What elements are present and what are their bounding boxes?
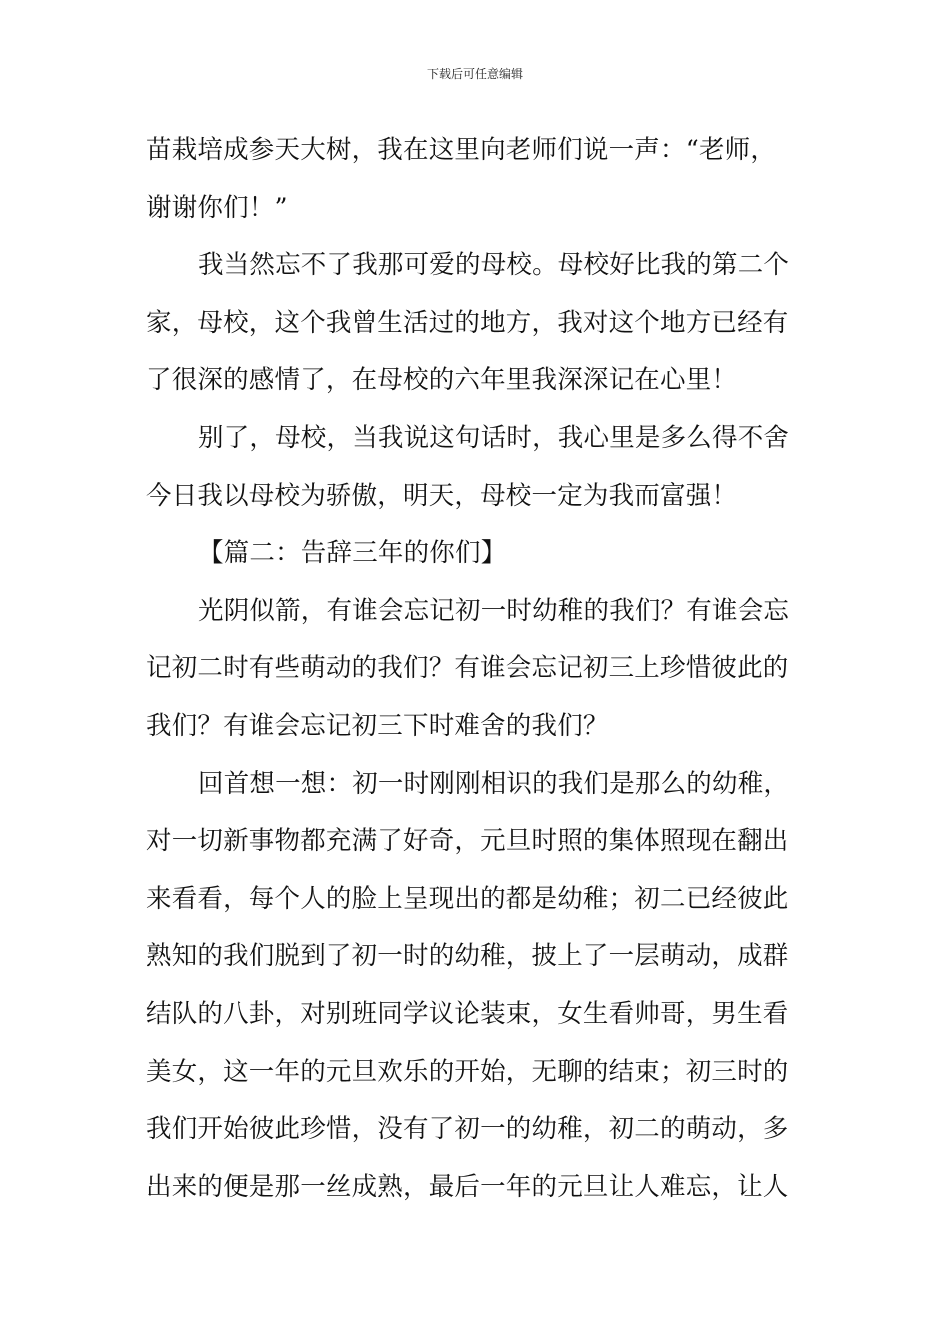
text-line-16: 结队的八卦，对别班同学议论装束，女生看帅哥，男生看	[146, 998, 789, 1029]
document-body	[146, 122, 810, 1216]
text-line-15: 熟知的我们脱到了初一时的幼稚，披上了一层萌动，成群	[146, 941, 789, 972]
text-line-10: 记初二时有些萌动的我们？有谁会忘记初三上珍惜彼此的	[146, 653, 789, 684]
text-line-11: 我们？有谁会忘记初三下时难舍的我们？	[146, 710, 609, 741]
text-line-5: 了很深的感情了，在母校的六年里我深深记在心里！	[146, 365, 738, 396]
text-line-12: 回首想一想：初一时刚刚相识的我们是那么的幼稚，	[198, 768, 790, 799]
text-line-9: 光阴似箭，有谁会忘记初一时幼稚的我们？有谁会忘	[198, 595, 790, 626]
text-line-3: 我当然忘不了我那可爱的母校。母校好比我的第二个	[198, 250, 790, 281]
text-line-13: 对一切新事物都充满了好奇，元旦时照的集体照现在翻出	[146, 826, 789, 857]
text-line-17: 美女，这一年的元旦欢乐的开始，无聊的结束；初三时的	[146, 1056, 789, 1087]
text-line-6: 别了，母校，当我说这句话时，我心里是多么得不舍	[198, 422, 790, 453]
section-heading: 【篇二：告辞三年的你们】	[198, 538, 507, 569]
text-line-4: 家，母校，这个我曾生活过的地方，我对这个地方已经有	[146, 307, 789, 338]
text-line-7: 今日我以母校为骄傲，明天，母校一定为我而富强！	[146, 480, 738, 511]
text-line-18: 我们开始彼此珍惜，没有了初一的幼稚，初二的萌动，多	[146, 1114, 789, 1145]
text-line-19: 出来的便是那一丝成熟，最后一年的元旦让人难忘，让人	[146, 1171, 789, 1202]
text-line-14: 来看看，每个人的脸上呈现出的都是幼稚；初二已经彼此	[146, 883, 789, 914]
text-line-1: 苗栽培成参天大树，我在这里向老师们说一声：“老师，	[146, 135, 777, 165]
text-line-2: 谢谢你们！”	[146, 192, 288, 223]
page-header: 下载后可任意编辑	[426, 67, 523, 81]
